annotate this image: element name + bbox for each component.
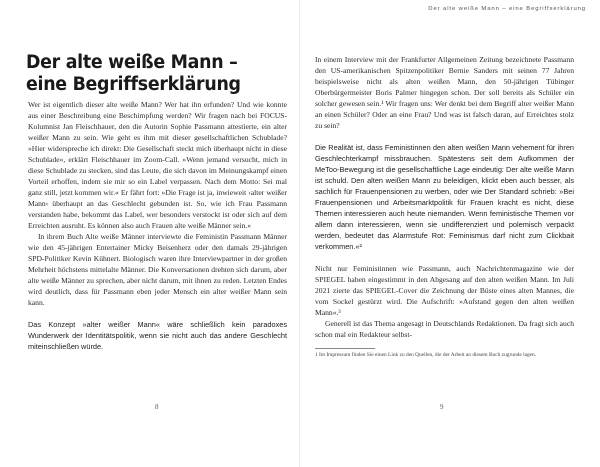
footnote: 1 Im Impressum finden Sie einen Link zu den Quellen, die der Arbeit an diesem Buch zugrunde lagen. bbox=[315, 351, 537, 358]
left-paragraph-1: Wer ist eigentlich dieser alte weiße Mann? Wer hat ihn erfunden? Und wie konnte aus einer Beschreibung eine Beschimpfung werden? Wir fragen nach bei FOCUS-Kolumnist Jan Fleischhauer, den die Autorin Sophie Passmann attestierte, ein alter weißer Mann zu sein. Wie geht es ihm mit dieser gesellschaftlichen Schublade? »Hier widerspreche ich direkt: Die Gesellschaft steckt mich überhaupt nicht in diese Schublade«, erklärt Fleischhauer im Zoom-Call. »Wenn jemand versucht, mich in diese Schublade zu stecken, sind das Leute, die sich davon im Meinungskampf einen Vorteil erhoffen, indem sie mir so ein Label verpassen. Nach dem Motto: Sei mal ganz still, jetzt kommen wir.« Er fährt fort: »Die Frage ist ja, inwieweit ›alter weißer Mann‹ überhaupt an das Geschlecht gebunden ist. So, wie ich Frau Passmann verstanden habe, bekommt das Label, wer besonders verstockt ist oder sich auf dem Erreichten ausruht. Es können also auch Frauen alte weiße Männer sein.« bbox=[28, 100, 287, 230]
running-head: Der alte weiße Mann – eine Begriffserklärung bbox=[428, 6, 586, 12]
left-paragraph-3: Das Konzept »alter weißer Mann« wäre schließlich kein paradoxes Wunderwerk der Identitätspolitik, wenn sie nicht auch das andere Geschlecht miteinschließen würde. bbox=[28, 320, 287, 351]
right-column bbox=[315, 54, 574, 359]
page-number-left: 8 bbox=[155, 403, 159, 411]
left-column bbox=[28, 99, 287, 352]
footnote-rule bbox=[315, 348, 375, 349]
page-number-right: 9 bbox=[440, 403, 444, 411]
right-paragraph-2: Die Realität ist, dass Feministinnen den alten weißen Mann vehement für ihren Geschlechterkampf missbrauchen. Spätestens seit dem Aufkommen der MeToo-Bewegung ist die gesellschaftliche Lage eindeutig: Der alte weiße Mann ist schuld. Den alten weißen Mann zu beleidigen, klickt eben auch besser, als sachlich für Frauenpensionen zu werben, oder wie Der Standard schrieb: »Bei Frauenpensionen und Arbeitsmarktpolitik für Frauen kracht es nicht, diese Themen interessieren auch heute niemanden. Wenn feministische Themen vor allem dann interessieren, wenn sie undifferenziert und polemisch verpackt werden, bedeutet das Alarmstufe Rot: Feminismus darf nicht zum Clickbait verkommen.«² bbox=[315, 143, 574, 251]
right-paragraph-3: Nicht nur Feministinnen wie Passmann, auch Nachrichtenmagazine wie der SPIEGEL haben eingestimmt in den Abgesang auf den alten weißen Mann. Im Juli 2021 zierte das SPIEGEL-Cover die Zeichnung der Büste eines alten Mannes, die vom Sockel gestürzt wird. Die Aufschrift: »Aufstand gegen den alten weißen Mann«.³ bbox=[315, 264, 574, 317]
right-page bbox=[300, 0, 600, 467]
right-paragraph-1: In einem Interview mit der Frankfurter Allgemeinen Zeitung bezeichnete Passmann den US-amerikanischen Spitzenpolitiker Bernie Sanders mit seinen 77 Jahren beispielsweise nicht als alten weißen Mann, den 50-jährigen Tübinger Oberbürgermeister Boris Palmer hingegen schon. Der soll bereits als Schüler ein solcher gewesen sein.¹ Wir fragen uns: Wer denkt bei dem Begriff alter weißer Mann an einen Schüler? Oder an eine Frau? Und was ist falsch daran, auf Erreichtes stolz zu sein? bbox=[315, 55, 574, 130]
left-paragraph-2: In ihrem Buch Alte weiße Männer interviewte die Feministin Passmann Männer wie den 45-jährigen Entertainer Micky Beisenherz oder den damals 29-jährigen SPD-Politiker Kevin Kühnert. Biologisch waren ihre Interviewpartner in der großen Mehrheit höchstens mittelalte Männer. Die Konversationen drehten sich darum, aber alte weiße Männer zu sprechen, aber nicht darum, mit ihnen zu reden. Letzten Endes wird deutlich, dass für Passmann eben jeder Mensch ein alter weißer Mann sein kann. bbox=[28, 232, 287, 307]
right-paragraph-4: Generell ist das Thema angesagt in Deutschlands Redaktionen. Da fragt sich auch schon mal ein Redakteur selbst- bbox=[315, 319, 574, 339]
chapter-title: Der alte weiße Mann – eine Begriffserklärung bbox=[26, 52, 241, 95]
